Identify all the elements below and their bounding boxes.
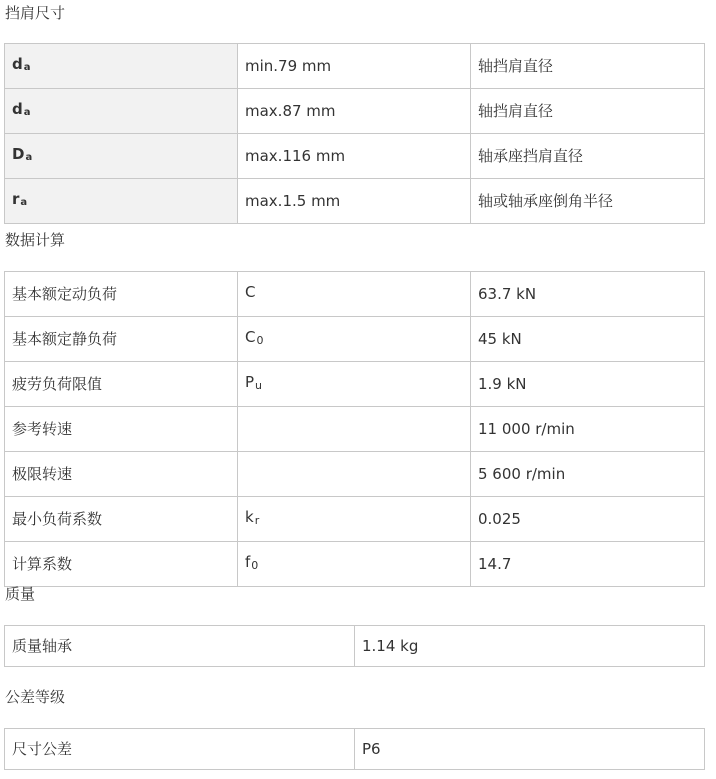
- description-cell: 轴或轴承座倒角半径: [471, 179, 705, 224]
- calculation-table: [4, 271, 705, 587]
- table-row: [5, 362, 705, 407]
- symbol-cell: Pu: [238, 362, 471, 407]
- value-cell: P6: [355, 729, 705, 770]
- name-cell: 极限转速: [5, 452, 238, 497]
- table-row: [5, 452, 705, 497]
- description-cell: 轴挡肩直径: [471, 89, 705, 134]
- description-cell: 轴挡肩直径: [471, 44, 705, 89]
- table-row: [5, 729, 705, 770]
- description-cell: 轴承座挡肩直径: [471, 134, 705, 179]
- name-cell: 尺寸公差: [5, 729, 355, 770]
- name-cell: 计算系数: [5, 542, 238, 587]
- value-cell: 11 000 r/min: [471, 407, 705, 452]
- value-cell: max.1.5 mm: [238, 179, 471, 224]
- table-row: [5, 317, 705, 362]
- value-cell: 0.025: [471, 497, 705, 542]
- section-title-mass: 质量: [5, 585, 36, 603]
- value-cell: 1.9 kN: [471, 362, 705, 407]
- value-cell: 63.7 kN: [471, 272, 705, 317]
- section-title-calculation: 数据计算: [5, 231, 66, 249]
- table-row: [5, 542, 705, 587]
- name-cell: 质量轴承: [5, 626, 355, 667]
- value-cell: 1.14 kg: [355, 626, 705, 667]
- abutment-table: [4, 43, 705, 224]
- table-row: [5, 89, 705, 134]
- value-cell: min.79 mm: [238, 44, 471, 89]
- symbol-cell: da: [5, 44, 238, 89]
- tolerance-table: [4, 728, 705, 770]
- table-row: [5, 134, 705, 179]
- table-row: [5, 179, 705, 224]
- symbol-cell: C: [238, 272, 471, 317]
- section-title-abutment: 挡肩尺寸: [5, 4, 66, 22]
- symbol-cell: C0: [238, 317, 471, 362]
- name-cell: 疲劳负荷限值: [5, 362, 238, 407]
- value-cell: max.87 mm: [238, 89, 471, 134]
- table-row: [5, 272, 705, 317]
- symbol-cell: [238, 407, 471, 452]
- value-cell: 45 kN: [471, 317, 705, 362]
- table-row: [5, 44, 705, 89]
- mass-table: [4, 625, 705, 667]
- table-row: [5, 626, 705, 667]
- symbol-cell: f0: [238, 542, 471, 587]
- value-cell: 5 600 r/min: [471, 452, 705, 497]
- name-cell: 参考转速: [5, 407, 238, 452]
- table-row: [5, 497, 705, 542]
- symbol-cell: da: [5, 89, 238, 134]
- value-cell: max.116 mm: [238, 134, 471, 179]
- table-row: [5, 407, 705, 452]
- value-cell: 14.7: [471, 542, 705, 587]
- name-cell: 最小负荷系数: [5, 497, 238, 542]
- symbol-cell: Da: [5, 134, 238, 179]
- section-title-tolerance: 公差等级: [5, 688, 66, 706]
- symbol-cell: [238, 452, 471, 497]
- name-cell: 基本额定静负荷: [5, 317, 238, 362]
- name-cell: 基本额定动负荷: [5, 272, 238, 317]
- symbol-cell: kr: [238, 497, 471, 542]
- symbol-cell: ra: [5, 179, 238, 224]
